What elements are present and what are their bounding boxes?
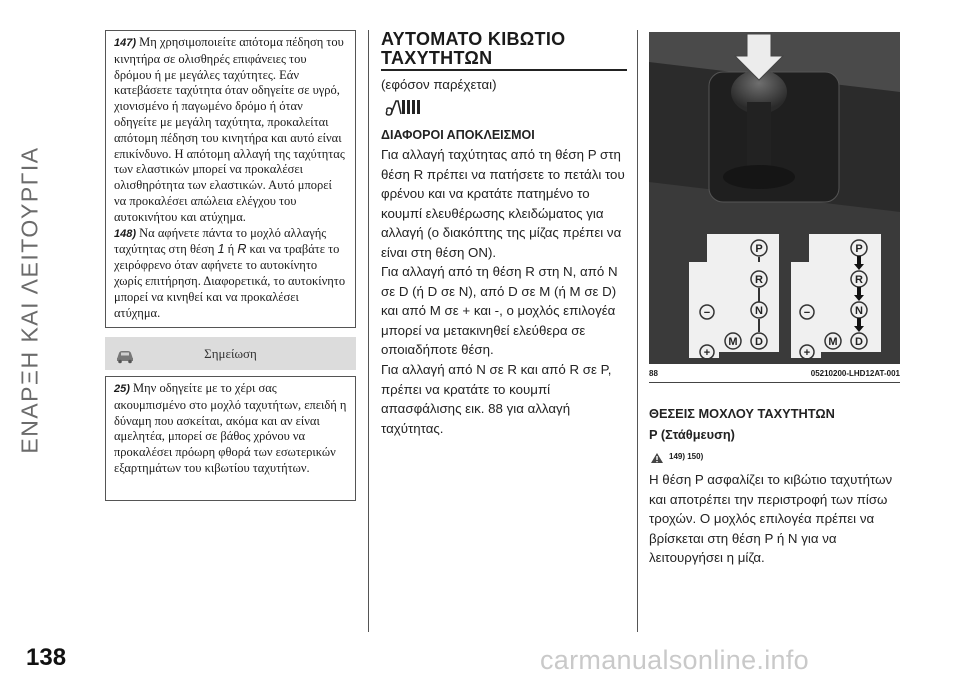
section-title-interlocks: ΔΙΑΦΟΡΟΙ ΑΠΟΚΛΕΙΣΜΟΙ: [381, 128, 535, 142]
paragraph-2: Για αλλαγή από τη θέση R στη N, από N σε D (ή D σε N), από D σε M (ή M σε D) και από M σε + και -, ο μοχλός επιλογέα μπορεί να μετακινηθεί ελεύθερα σε οποιαδήποτε θέση.: [381, 264, 618, 357]
figure-photo: [649, 32, 900, 364]
paragraph-3: Για αλλαγή από N σε R και από R σε P, πρέπει να κρατάτε το κουμπί απασφάλισης εικ. 88 για αλλαγή ταχύτητας.: [381, 362, 612, 436]
note-header: [105, 337, 356, 370]
warning-ref-147: 147): [114, 37, 137, 49]
warning-triangle-icon: [650, 452, 664, 464]
column-divider: [637, 30, 638, 632]
section-tab-label: ΕΝΑΡΞΗ ΚΑΙ ΛΕΙΤΟΥΡΓΙΑ: [16, 146, 43, 454]
gate-n-left: N: [755, 305, 763, 317]
title-rule: [381, 69, 627, 71]
gate-n-right: N: [855, 305, 863, 317]
page-number: 138: [26, 644, 67, 671]
note-box-text: [106, 377, 355, 483]
figure-code: 05210200-LHD12AT-001: [810, 369, 900, 378]
note-ref-25: 25): [114, 383, 130, 395]
gate-minus-left: −: [703, 307, 711, 319]
sub-title-park: P (Στάθμευση): [649, 427, 735, 442]
page-title-line1: ΑΥΤΟΜΑΤΟ ΚΙΒΩΤΙΟ: [381, 29, 566, 49]
warning-ref-148: 148): [114, 227, 137, 240]
warning-text-148-or: ή: [224, 242, 238, 257]
warning-box-text: [106, 31, 355, 327]
gear-selector-illustration: [649, 32, 900, 364]
warning-text-148-a: Να αφήνετε πάντα το μοχλό αλλαγής ταχύτητας στη θέση: [114, 225, 327, 257]
gate-p-right: P: [855, 243, 863, 255]
note-text-25: Μην οδηγείτε με το χέρι σας ακουμπισμένο στο μοχλό ταχυτήτων, επειδή η δύναμη που ασκείται, ακόμα και αν είναι αμελητέα, μπορεί σε βάθος χρόνου να προκαλέσει πρόωρη φθορά των εσωτερικών εξαρτημάτων του κιβωτίου ταχυτήτων.: [114, 381, 347, 475]
gear-position-1: 1: [217, 242, 225, 257]
gate-d-left: D: [755, 336, 763, 348]
paragraph-park: Η θέση P ασφαλίζει το κιβώτιο ταχυτήτων και αποτρέπει την περιστροφή των πίσω τροχών. Ο μοχλός επιλογέα πρέπει να βρίσκεται στη θέση P ή N για να λειτουργήσει η μίζα.: [649, 472, 893, 565]
gate-minus-right: −: [803, 307, 811, 319]
subtitle: (εφόσον παρέχεται): [381, 77, 497, 92]
note-label: Σημείωση: [204, 346, 257, 361]
at-version-icon: [383, 97, 423, 119]
gear-position-r: R: [237, 242, 247, 257]
gate-d-right: D: [855, 336, 863, 348]
warning-refs: 149) 150): [669, 452, 704, 461]
gate-r-left: R: [755, 274, 763, 286]
page-title-line2: ΤΑΧΥΤΗΤΩΝ: [381, 48, 493, 68]
paragraph-1: Για αλλαγή ταχύτητας από τη θέση P στη θέση R πρέπει να πατήσετε το πετάλι του φρένου και να κρατάτε πατημένο το κουμπί ελευθέρωσης κλειδώματος για αλλαγή (ο διακόπτης της μίζας πρέπει να είναι στη θέση ON).: [381, 147, 625, 260]
page-title: [381, 30, 626, 68]
column-divider: [368, 30, 369, 632]
gate-m-right: M: [828, 336, 838, 348]
note-box: [105, 376, 356, 501]
warning-text-147: Μη χρησιμοποιείτε απότομα πέδηση του κινητήρα σε ολισθηρές επιφάνειες του δρόμου ή με μεγάλες ταχύτητες. Εάν κατεβάσετε ταχύτητα όταν οδηγείτε σε υγρό, χιονισμένο ή παγωμένο δρόμο ή όταν οδηγείτε με μεγάλη ταχύτητα, προκαλείται απότομη πέδηση του κινητήρα και αυτό είναι επικίνδυνο. Η απότομη αλλαγή της ταχύτητας των ελαστικών μπορεί να προκαλέσει ολισθηρότητα των ελαστικών. Αυτό μπορεί να προκαλέσει απώλεια ελέγχου του αυτοκινήτου και ατύχημα.: [114, 35, 345, 224]
gate-r-right: R: [855, 274, 863, 286]
warning-box: [105, 30, 356, 328]
gate-p-left: P: [755, 243, 763, 255]
warning-text-148-b: και να τραβάτε το χειρόφρενο όταν αφήνετε το αυτοκίνητο χωρίς επιτήρηση. Διαφορετικά, το αυτοκίνητο μπορεί να κινηθεί και να προκαλέσει ατύχημα.: [114, 242, 346, 320]
watermark: carmanualsonline.info: [540, 645, 809, 675]
section-title-positions: ΘΕΣΕΙΣ ΜΟΧΛΟΥ ΤΑΧΥΤΗΤΩΝ: [649, 406, 835, 421]
figure-caption-rule: [649, 382, 900, 383]
figure-number: 88: [649, 369, 658, 378]
gate-plus-left: +: [703, 347, 711, 359]
gate-plus-right: +: [803, 347, 811, 359]
gate-m-left: M: [728, 336, 738, 348]
